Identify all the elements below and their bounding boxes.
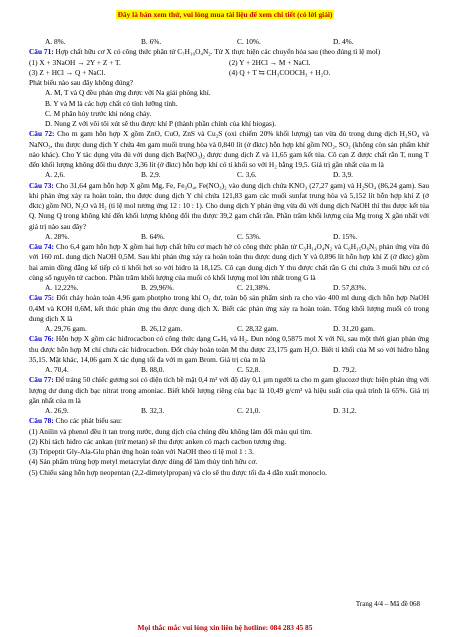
question-72	[29, 129, 429, 170]
option-a: A. 26,9.	[45, 406, 69, 415]
question-75-options	[29, 324, 429, 334]
question-73-options	[29, 232, 429, 242]
option-c: C. 3,6.	[237, 170, 257, 180]
question-72-stem: Cho m gam hỗn hợp X gồm ZnO, CuO, ZnS và Cu₂S (oxi chiếm 20% khối lượng) tan vừa đủ trong dung dịch H₂SO₄ và NaNO₃, thu được dung dịch Y chứa 4m gam muối trung hòa và 0,840 lít (ở đktc) hỗn hợp khí gồm NO₂, SO₂ (không còn sản phẩm khử nào khác). Cho Y tác dụng vừa đủ với dung dịch Ba(NO₃)₂ được dung dịch Z và 11,65 gam kết tủa. Cô cạn Z được chất rắn T, nung T đến khối lượng không đổi thu được 3,36 lít (ở đktc) hỗn hợp khí có tỉ khối so với H₂ bằng 19,5. Giá trị gần nhất của m là	[29, 129, 430, 169]
option-a: A. 8%.	[45, 37, 66, 46]
question-73	[29, 181, 429, 232]
question-71-title: Câu 71:	[29, 47, 54, 57]
option-a: A. 2,6.	[45, 170, 65, 180]
option-b: B. 2,9.	[141, 170, 161, 180]
statement-1: (1) Anilin và phenol đều ít tan trong nước, dung dịch của chúng đều không làm đổi màu quì tím.	[29, 426, 312, 436]
option-d: D. 4%.	[333, 37, 354, 46]
option-a: A. 70,4.	[45, 365, 69, 374]
option-b: B. 6%.	[141, 37, 162, 46]
hotline-footer	[0, 617, 450, 635]
question-74-stem: Cho 6,4 gam hỗn hợp X gồm hai hợp chất hữu cơ mạch hở có công thức phân tử C₃H₁₄O₄N₂ và C₆H₁₅O₆N₃ phản ứng vừa đủ với 160 mL dung dịch NaOH 0,5M. Sau khi phản ứng xảy ra hoàn toàn thu được dung dịch Y và 0,896 lít hỗn hợp khí Z (ở đktc) gồm hai amin đồng đẳng kế tiếp có tỉ khối hơi so với hiđro là 18,125. Cô cạn dung dịch Y thu được chất rắn G chỉ chứa 3 muối hữu cơ có cùng số nguyên tử cacbon. Phần trăm khối lượng của muối có khối lượng mol lớn nhất trong G là	[29, 242, 430, 282]
statement-2: (2) Khi tách hiđro các ankan (trừ metan) sẽ thu được anken có mạch cacbon tương ứng.	[29, 436, 287, 446]
question-72-title: Câu 72:	[29, 129, 55, 139]
hotline-text: Mọi thắc mắc vui lòng xin liên hệ hotline: 084 283 45 85	[137, 623, 313, 632]
question-71-ask: Phát biểu nào sau đây không đúng?	[29, 78, 134, 87]
question-78-title: Câu 78:	[29, 416, 54, 426]
reaction-4: (4) Q + T ⇆ CH₃COOCH₃ + H₂O.	[229, 67, 331, 77]
option-d: D. 3,9.	[333, 170, 353, 180]
option-a: A. 29,76 gam.	[45, 324, 87, 333]
question-76-title: Câu 76:	[29, 334, 54, 344]
question-71-stem: Hợp chất hữu cơ X có công thức phân tử C₇H₁₀O₄N₂. Từ X thực hiện các chuyển hóa sau (theo đúng tỉ lệ mol)	[53, 47, 381, 57]
reactions-row-2	[29, 68, 429, 78]
question-72-options	[29, 170, 429, 180]
option-b: B. 29,96%.	[141, 283, 175, 292]
option-c: C. 52,8.	[237, 365, 261, 374]
option-d: D. 57,83%.	[333, 283, 367, 292]
option-b: B. 26,12 gam.	[141, 324, 183, 333]
question-76	[29, 334, 429, 365]
option-c: C. 21,0.	[237, 406, 261, 415]
reaction-2: (2) Y + 2HCl → M + NaCl.	[229, 57, 311, 67]
question-75-title: Câu 75:	[29, 293, 55, 303]
question-73-stem: Cho 31,64 gam hỗn hợp X gồm Mg, Fe, Fe₃O₄, Fe(NO₃)₂ vào dung dịch chứa KNO₃ (27,27 gam) và H₂SO₄ (86,24 gam). Sau khi phản ứng xảy ra hoàn toàn, thu được dung dịch Y chỉ chứa 121,83 gam các muối sunfat trung hòa và 5,152 lít hỗn hợp khí Z (ở đktc) gồm NO, N₂O và H₂ (tỉ lệ mol tương ứng 12 : 10 : 1). Cho dung dịch Y phản ứng vừa đủ với dung dịch NaOH thì thu được kết tủa Q. Nung Q trong không khí đến khối lượng không đổi thu được 39,2 gam chất rắn. Phần trăm khối lượng của Mg trong X gần nhất với giá trị nào sau đây?	[29, 180, 430, 231]
option-a: A. 12,22%.	[45, 283, 79, 292]
option-d: D. 15%.	[333, 231, 358, 241]
reactions-row-1	[29, 58, 429, 68]
top-options	[29, 37, 429, 47]
option-d: D. 79,2.	[333, 365, 357, 374]
question-71-option-a: A. M, T và Q đều phản ứng được với Na giải phóng khí.	[45, 88, 211, 98]
question-71-option-c: C. M phân hủy trước khi nóng chảy.	[45, 108, 152, 118]
option-c: C. 10%.	[237, 37, 261, 46]
question-73-title: Câu 73:	[29, 180, 54, 190]
question-76-options	[29, 365, 429, 375]
question-78-stem: Cho các phát biểu sau:	[53, 416, 123, 426]
question-76-stem: Hỗn hợp X gồm các hiđrocacbon có công thức dạng CₙHᵧ và H₂. Đun nóng 0,5875 mol X với Ni, sau một thời gian phản ứng thu được hỗn hợp M chỉ chứa các hiđrocacbon. Đốt cháy hoàn toàn M thu được 23,175 gam H₂O. Biết tỉ khối của M so với hiđro bằng 35,15. Mặt khác, 14,06 gam X tác dụng tối đa với m gam Brom. Giá trị của m là	[29, 334, 430, 364]
preview-banner	[0, 4, 450, 22]
option-b: B. 88,0.	[141, 365, 165, 374]
question-74-title: Câu 74:	[29, 242, 54, 251]
question-75-stem: Đốt cháy hoàn toàn 4,96 gam photpho trong khí O₂ dư, toàn bộ sản phẩm sinh ra cho vào 400 ml dung dịch hỗn hợp NaOH 0,4M và KOH 0,6M, kết thúc phản ứng thu được dung dịch X. Biết các phản ứng xảy ra hoàn toàn. Tổng khối lượng muối có trong dung dịch X là	[29, 293, 430, 323]
question-77-stem: Để tráng 50 chiếc gương soi có diện tích bề mặt 0,4 m² với độ dày 0,1 μm người ta cho m gam glucozơ thực hiện phản ứng với lượng dư dung dịch bạc nitrat trong amoniac. Biết khối lượng riêng của bạc là 10,49 g/cm³ và hiệu suất của quá trình là 65%. Giá trị gần nhất của m là	[29, 375, 429, 405]
reaction-3: (3) Z + HCl → Q + NaCl.	[29, 67, 106, 77]
question-71-option-d: D. Nung Z với vôi tôi xút sẽ thu được khí P (thành phần chính của khí biogas).	[45, 119, 277, 128]
preview-banner-text: Đây là bản xem thử, vui lòng mua tài liệu để xem chi tiết (có lời giải)	[117, 10, 333, 19]
option-a: A. 28%.	[45, 231, 70, 241]
question-77-options	[29, 406, 429, 416]
option-c: C. 21,38%.	[237, 283, 271, 292]
question-74	[29, 242, 429, 283]
reaction-1: (1) X + 3NaOH → 2Y + Z + T.	[29, 57, 121, 67]
question-71-option-b: B. Y và M là các hợp chất có tính lưỡng tính.	[45, 98, 178, 108]
question-75	[29, 293, 429, 324]
option-c: C. 28,32 gam.	[237, 324, 279, 333]
option-b: B. 64%.	[141, 231, 165, 241]
page-number: Trang 4/4 – Mã đề 068	[355, 600, 420, 608]
option-d: D. 31,20 gam.	[333, 324, 375, 333]
option-d: D. 31,2.	[333, 406, 357, 415]
question-71	[29, 47, 429, 57]
question-78	[29, 416, 429, 426]
question-74-options	[29, 283, 429, 293]
statement-4: (4) Sản phẩm trùng hợp metyl metacrylat được dùng để làm thủy tinh hữu cơ.	[29, 457, 258, 467]
statement-5: (5) Chiếu sáng hỗn hợp neopentan (2,2-dimetylpropan) và clo sẽ thu được tối đa 4 dẫn xuất monoclo.	[29, 467, 327, 477]
option-c: C. 53%.	[237, 231, 261, 241]
question-77	[29, 375, 429, 406]
option-b: B. 32,3.	[141, 406, 165, 415]
document-body	[29, 37, 429, 478]
question-77-title: Câu 77:	[29, 375, 54, 385]
statement-3: (3) Tripeptit Gly-Ala-Glu phản ứng hoàn toàn với NaOH theo tỉ lệ mol 1 : 3.	[29, 447, 254, 456]
